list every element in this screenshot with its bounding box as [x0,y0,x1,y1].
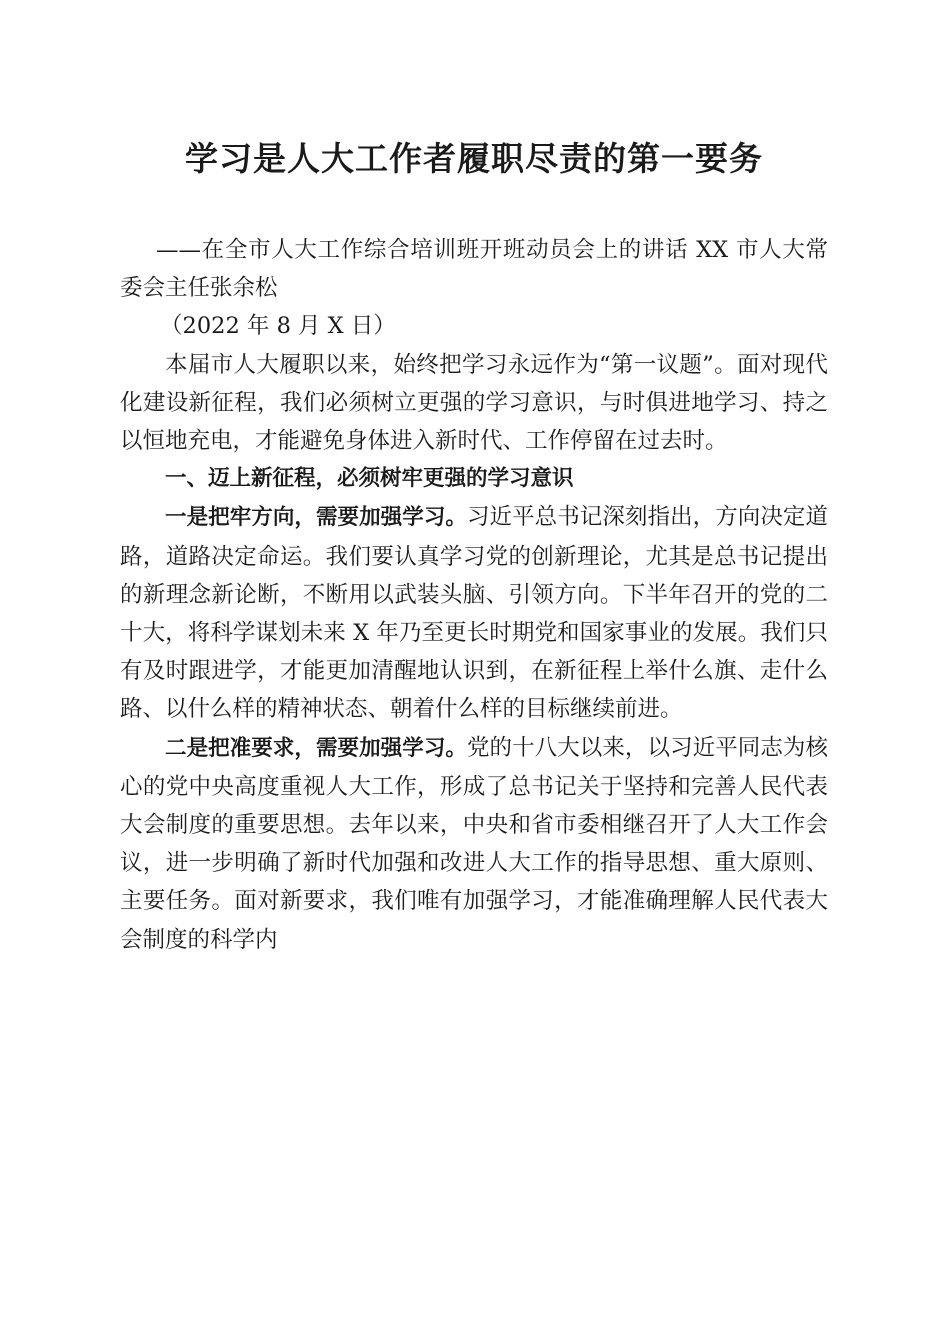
point-1-lead: 一是把牢方向，需要加强学习。 [165,505,467,531]
document-body [120,231,828,959]
document-title: 学习是人大工作者履职尽责的第一要务 [185,139,763,178]
point-2-lead: 二是把准要求，需要加强学习。 [165,735,467,761]
point-2-text: 党的十八大以来，以习近平同志为核心的党中央高度重视人大工作，形成了总书记关于坚持和完善人民代表大会制度的重要思想。去年以来，中央和省市委相继召开了人大工作会议，进一步明确了新时代加强和改进人大工作的指导思想、重大原则、主要任务。面对新要求，我们唯有加强学习，才能准确理解人民代表大会制度的科学内 [120,734,828,953]
section-heading-1: 一、迈上新征程，必须树牢更强的学习意识 [165,466,574,492]
intro-paragraph: 本届市人大履职以来，始终把学习永远作为“第一议题”。面对现代化建设新征程，我们必须树立更强的学习意识，与时俱进地学习、持之以恒地充电，才能避免身体进入新时代、工作停留在过去时。 [120,351,828,455]
point-1-paragraph [120,498,828,728]
speech-date: （2022 年 8 月 X 日） [160,313,396,340]
speech-subtitle: ——在全市人大工作综合培训班开班动员会上的讲话 XX 市人大常委会主任张余松 [120,237,828,302]
point-1-text: 习近平总书记深刻指出，方向决定道路，道路决定命运。我们要认真学习党的创新理论，尤其是总书记提出的新理念新论断，不断用以武装头脑、引领方向。下半年召开的党的二十大，将科学谋划未来 X 年乃至更长时期党和国家事业的发展。我们只有及时跟进学，才能更加清醒地认识到，在新征程上举什么旗、走什么路、以什么样的精神状态、朝着什么样的目标继续前进。 [120,504,828,723]
point-2-paragraph [120,729,828,959]
